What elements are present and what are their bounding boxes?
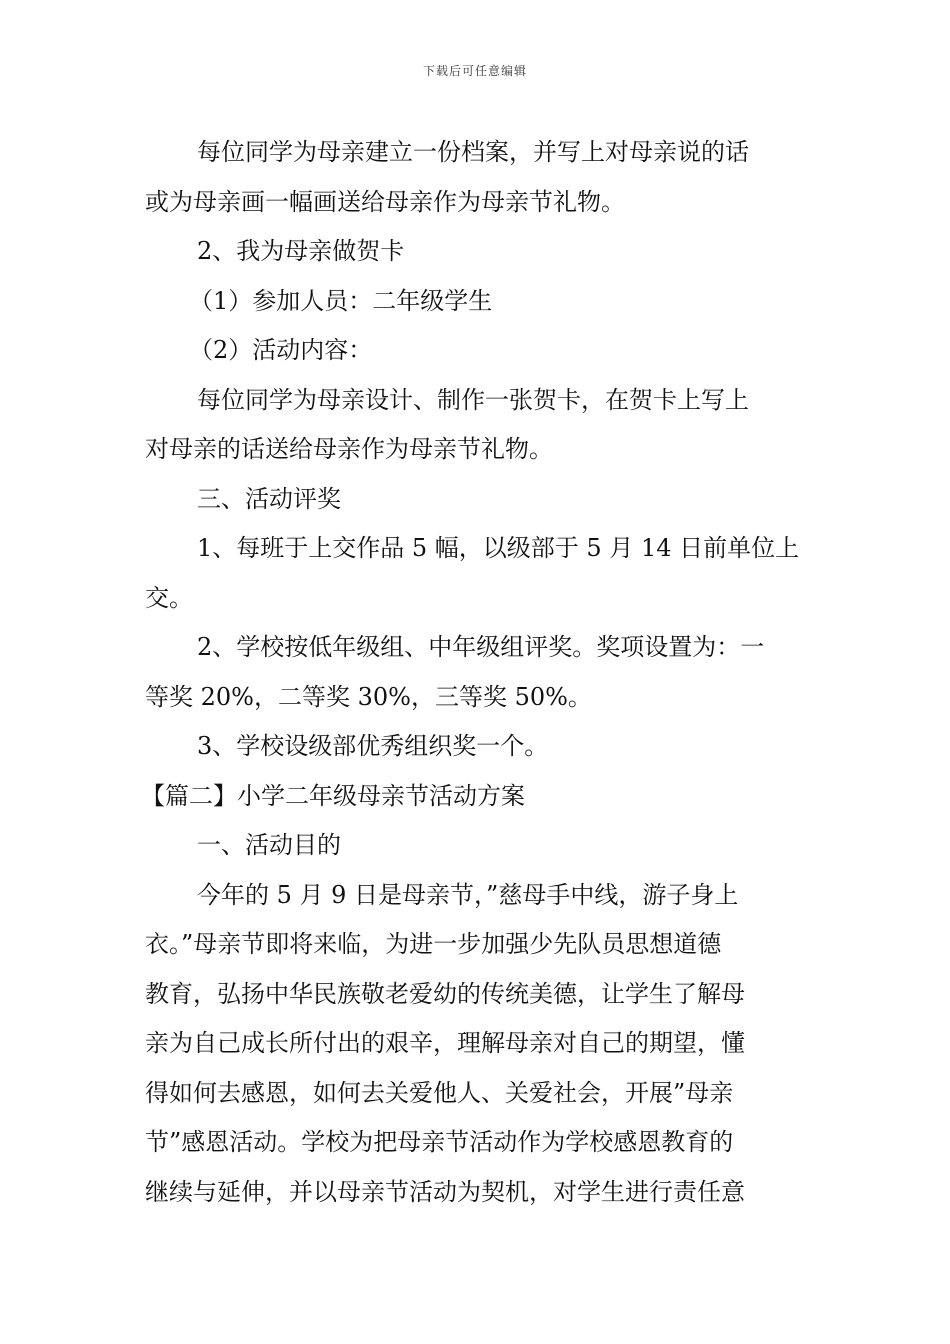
paragraph-line: 1、每班于上交作品 5 幅，以级部于 5 月 14 日前单位上 [197,534,800,562]
section-title: 【篇二】小学二年级母亲节活动方案 [141,781,525,810]
paragraph-line: 交。 [145,583,193,612]
paragraph-line: 每位同学为母亲设计、制作一张贺卡，在贺卡上写上 [197,385,749,414]
paragraph-line: 2、学校按低年级组、中年级组评奖。奖项设置为：一 [197,633,765,661]
paragraph-line: 2、我为母亲做贺卡 [197,237,405,265]
paragraph-line: 亲为自己成长所付出的艰辛，理解母亲对自己的期望，懂 [145,1029,745,1057]
paragraph-line: （2）活动内容： [189,336,373,364]
paragraph-line: 对母亲的话送给母亲作为母亲节礼物。 [145,435,553,463]
paragraph-line: （1）参加人员：二年级学生 [189,286,493,315]
paragraph-line: 得如何去感恩，如何去关爱他人、关爱社会，开展”母亲 [145,1078,734,1107]
paragraph-line: 教育，弘扬中华民族敬老爱幼的传统美德，让学生了解母 [145,979,745,1008]
paragraph-line: 或为母亲画一幅画送给母亲作为母亲节礼物。 [145,187,625,216]
paragraph-line: 3、学校设级部优秀组织奖一个。 [197,732,549,760]
paragraph-line: 节”感恩活动。学校为把母亲节活动作为学校感恩教育的 [145,1128,734,1156]
page-header-note: 下载后可任意编辑 [422,64,527,78]
paragraph-line: 衣。”母亲节即将来临，为进一步加强少先队员思想道德 [145,930,722,958]
paragraph-line: 一、活动目的 [197,831,341,859]
paragraph-line: 继续与延伸，并以母亲节活动为契机，对学生进行责任意 [145,1177,745,1206]
paragraph-line: 等奖 20%，二等奖 30%，三等奖 50%。 [145,682,592,711]
paragraph-line: 每位同学为母亲建立一份档案，并写上对母亲说的话 [197,138,749,166]
paragraph-line: 三、活动评奖 [197,484,341,513]
paragraph-line: 今年的 5 月 9 日是母亲节，”慈母手中线，游子身上 [197,880,739,909]
document-body [141,128,815,1217]
